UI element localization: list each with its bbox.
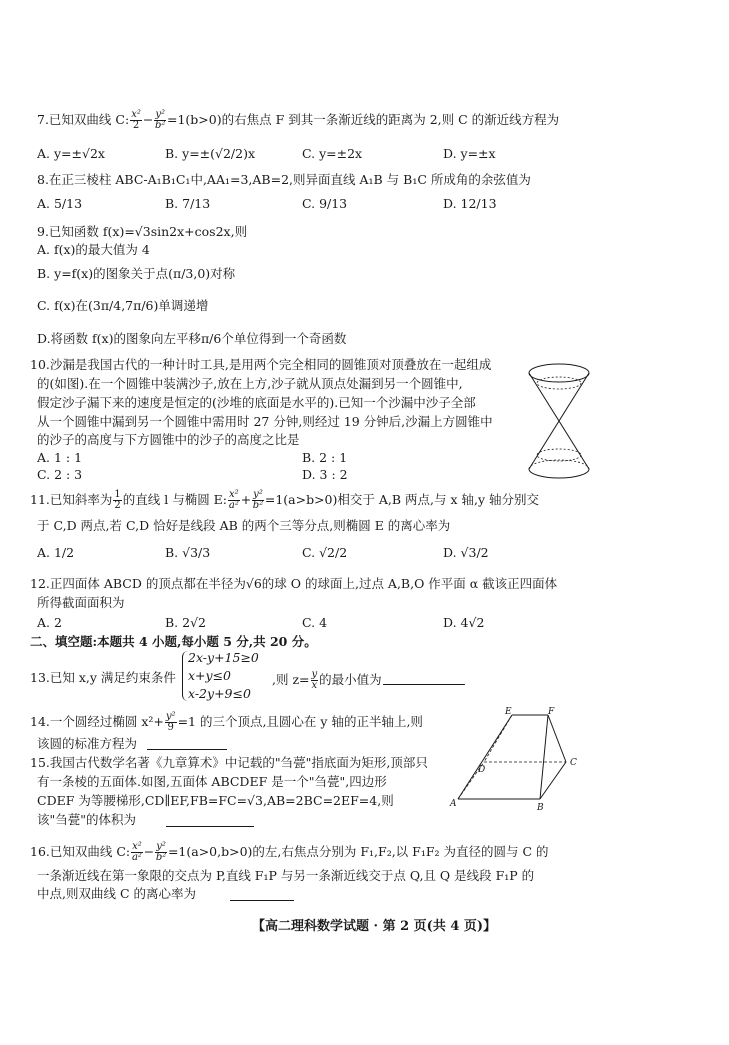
q16-line-2: 一条渐近线在第一象限的交点为 P,直线 F₁P 与另一条渐近线交于点 Q,且 Q 是线段 F₁P 的 (37, 868, 535, 883)
hourglass-top-sand (537, 377, 581, 389)
q8-option-d: D. 12/13 (443, 196, 497, 211)
q12-line-2: 所得截面面积为 (37, 595, 125, 610)
hourglass-bottom-sand (537, 449, 581, 461)
q16-line-1: 16.已知双曲线 C: $\frac{\text{x²}}{\text{a²}}$ − $\frac{\text{y²}}{\text{b²}}$ =1(a>0,b>0)的左,右焦点分别为 F₁,F₂,以 F₁F₂ 为直径的圆与 C 的 (30, 841, 549, 863)
label-b: B (537, 803, 544, 813)
q10-line-4: 从一个圆锥中漏到另一个圆锥中需用时 27 分钟,则经过 19 分钟后,沙漏上方圆锥中 (37, 414, 493, 429)
q16-line-3: 中点,则双曲线 C 的离心率为 (37, 886, 196, 901)
q9-option-d: D.将函数 f(x)的图象向左平移π/6个单位得到一个奇函数 (37, 331, 347, 346)
q13-stem-pre: 13.已知 x,y 满足约束条件 (30, 670, 176, 685)
q8-option-a: A. 5/13 (37, 196, 83, 211)
q7-option-b: B. y=±(√2/2)x (165, 146, 256, 161)
q7-option-a: A. y=±√2x (37, 146, 105, 161)
q13-constraint-2: x+y≤0 (188, 668, 232, 683)
q12-line-1: 12.正四面体 ABCD 的顶点都在半径为√6的球 O 的球面上,过点 A,B,O 作平面 α 截该正四面体 (30, 576, 558, 591)
edge-bc (540, 762, 566, 799)
q10-option-c: C. 2 : 3 (37, 467, 83, 482)
q11-line-1: 11.已知斜率为 $\frac{1}{2}$ 的直线 l 与椭圆 E: $\frac{\text{x²}}{\text{a²}}$ + $\frac{\text{y²}}{\text{b²}}$ =1(a>b>0)相交于 A,B 两点,与 x 轴,y 轴分别交 (30, 489, 539, 511)
hourglass-bottom-left-edge (529, 421, 559, 469)
q11-option-a: A. 1/2 (37, 545, 75, 560)
q11-option-c: C. √2/2 (302, 545, 348, 560)
q15-answer-blank[interactable] (166, 814, 254, 827)
q14-line-1: 14.一个圆经过椭圆 x²+ $\frac{\text{y²}}{9}$ =1 的三个顶点,且圆心在 y 轴的正半轴上,则 (30, 711, 423, 733)
q7-stem: 7.已知双曲线 C: $\frac{\text{x²}}{2}$ − $\frac{\text{y²}}{\text{b²}}$ =1(b>0)的右焦点 F 到其一条渐近线的距离为 2,则 C 的渐近线方程为 (37, 109, 560, 131)
q7-option-d: D. y=±x (443, 146, 496, 161)
q12-option-d: D. 4√2 (443, 615, 485, 630)
q11-line-2: 于 C,D 两点,若 C,D 恰好是线段 AB 的两个三等分点,则椭圆 E 的离心率为 (37, 518, 451, 533)
q15-line-1: 15.我国古代数学名著《九章算术》中记载的"刍甍"指底面为矩形,顶部只 (30, 755, 428, 770)
q9-option-c: C. f(x)在(3π/4,7π/6)单调递增 (37, 298, 209, 313)
q9-option-a: A. f(x)的最大值为 4 (37, 242, 150, 257)
hourglass-top-left-edge (529, 373, 559, 421)
hourglass-figure (521, 359, 597, 483)
q8-option-c: C. 9/13 (302, 196, 348, 211)
q14-line-2: 该圆的标准方程为 (37, 736, 138, 751)
q13-answer-blank[interactable] (383, 672, 465, 685)
edge-ea (458, 715, 512, 799)
hourglass-top-right-edge (559, 373, 589, 421)
edge-fb (540, 715, 548, 799)
q14-answer-blank[interactable] (147, 737, 227, 750)
q15-line-3: CDEF 为等腰梯形,CD∥EF,FB=FC=√3,AB=2BC=2EF=4,则 (37, 793, 394, 808)
label-d: D (478, 765, 486, 775)
q10-option-a: A. 1 : 1 (37, 450, 83, 465)
label-a: A (450, 799, 457, 809)
hourglass-bottom-rim-back (529, 460, 589, 469)
section-fill-in-heading: 二、填空题:本题共 4 小题,每小题 5 分,共 20 分。 (30, 634, 317, 649)
q12-option-b: B. 2√2 (165, 615, 207, 630)
q9-stem: 9.已知函数 f(x)=√3sin2x+cos2x,则 (37, 224, 248, 239)
q10-line-2: 的(如图).在一个圆锥中装满沙子,放在上方,沙子就从顶点处漏到另一个圆锥中, (37, 376, 463, 391)
q9-option-b: B. y=f(x)的图象关于点(π/3,0)对称 (37, 266, 236, 281)
q13-constraint-1: 2x-y+15≥0 (188, 650, 259, 665)
q8-option-b: B. 7/13 (165, 196, 211, 211)
q13-constraint-3: x-2y+9≤0 (188, 686, 251, 701)
q15-line-4: 该"刍甍"的体积为 (37, 812, 136, 827)
pentahedron-figure (448, 704, 592, 814)
q12-option-a: A. 2 (37, 615, 62, 630)
q10-option-d: D. 3 : 2 (302, 467, 348, 482)
q13-stem-post: ,则 z= $\frac{y}{x}$ 的最小值为 (272, 669, 382, 691)
q11-option-b: B. √3/3 (165, 545, 211, 560)
label-f: F (548, 707, 555, 717)
q16-answer-blank[interactable] (230, 888, 294, 901)
q7-option-c: C. y=±2x (302, 146, 363, 161)
q10-line-1: 10.沙漏是我国古代的一种计时工具,是用两个完全相同的圆锥顶对顶叠放在一起组成 (30, 357, 492, 372)
label-c: C (570, 758, 577, 768)
hourglass-top-rim (529, 364, 589, 382)
q10-option-b: B. 2 : 1 (302, 450, 348, 465)
q12-option-c: C. 4 (302, 615, 328, 630)
q15-line-2: 有一条棱的五面体.如图,五面体 ABCDEF 是一个"刍甍",四边形 (37, 774, 387, 789)
hourglass-bottom-rim-front (529, 469, 589, 478)
hourglass-bottom-right-edge (559, 421, 589, 469)
q8-stem: 8.在正三棱柱 ABC-A₁B₁C₁中,AA₁=3,AB=2,则异面直线 A₁B 与 B₁C 所成角的余弦值为 (37, 172, 531, 187)
edge-fc (548, 715, 566, 762)
page-footer: 【高二理科数学试题 · 第 2 页(共 4 页)】 (252, 919, 497, 934)
q11-option-d: D. √3/2 (443, 545, 489, 560)
q10-line-3: 假定沙子漏下来的速度是恒定的(沙堆的底面是水平的).已知一个沙漏中沙子全部 (37, 395, 476, 410)
q10-line-5: 的沙子的高度与下方圆锥中的沙子的高度之比是 (37, 432, 300, 447)
label-e: E (505, 707, 512, 717)
